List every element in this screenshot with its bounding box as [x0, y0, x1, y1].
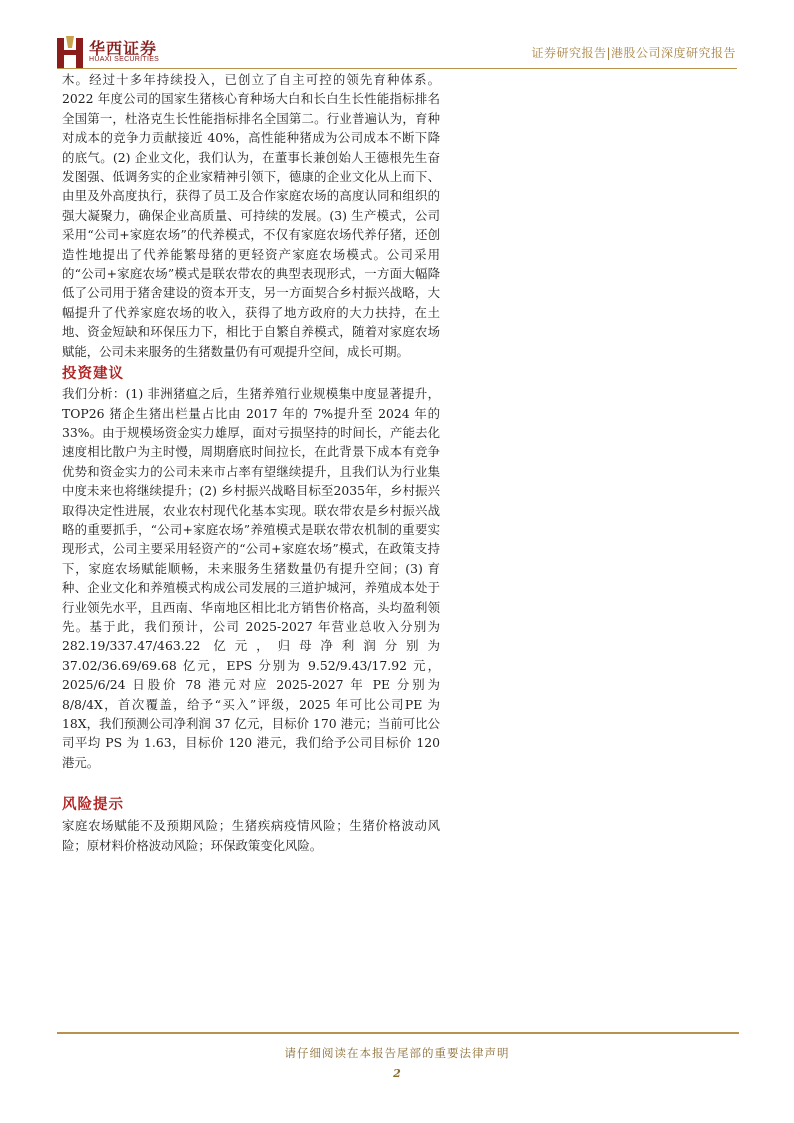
huaxi-logo-icon — [57, 36, 83, 68]
risk-warning-paragraph: 家庭农场赋能不及预期风险；生猪疾病疫情风险；生猪价格波动风险；原材料价格波动风险；环保政策变化风险。 — [62, 818, 440, 853]
investment-advice-heading: 投资建议 — [62, 366, 124, 383]
risk-warning-heading: 风险提示 — [62, 797, 124, 814]
report-type-label: 证券研究报告|港股公司深度研究报告 — [531, 46, 736, 60]
footer-divider — [57, 1032, 739, 1034]
intro-paragraph: 木。经过十多年持续投入，已创立了自主可控的领先育种体系。2022 年度公司的国家生猪核心育种场大白和长白生长性能指标排名全国第一，杜洛克生长性能指标排名全国第二。行业普遍认为，育种对成本的竞争力贡献接近 40%，高性能种猪成为公司成本不断下降的底气。(2) 企业文化，我们认为，在董事长兼创始人王德根先生奋发图强、低调务实的企业家精神引领下，德康的企业文化从上而下、由里及外高度执行，获得了员工及合作家庭农场的高度认同和组织的强大凝聚力，确保企业高质量、可持续的发展。(3) 生产模式，公司采用“公司+家庭农场”的代养模式，不仅有家庭农场代养仔猪，还创造性地提出了代养能繁母猪的更轻资产家庭农场模式。公司采用的“公司+家庭农场”模式是联农带农的典型表现形式，一方面大幅降低了公司用于猪舍建设的资本开支，另一方面契合乡村振兴战略，大幅提升了代养家庭农场的收入，获得了地方政府的大力扶持，在土地、资金短缺和环保压力下，相比于自繁自养模式，随着对家庭农场赋能，公司未来服务的生猪数量仍有可观提升空间，成长可期。 — [62, 72, 440, 359]
page-header — [0, 0, 794, 70]
page-number: 2 — [393, 1067, 401, 1080]
brand-name: 华西证券 — [89, 39, 158, 58]
legal-disclaimer: 请仔细阅读在本报告尾部的重要法律声明 — [284, 1046, 510, 1060]
brand-name-en: HUAXI SECURITIES — [89, 56, 160, 63]
header-divider — [57, 68, 737, 69]
main-content — [62, 70, 440, 855]
investment-advice-paragraph: 我们分析：(1) 非洲猪瘟之后，生猪养殖行业规模集中度显著提升，TOP26 猪企生猪出栏量占比由 2017 年的 7%提升至 2024 年的 33%。由于规模场资金实力雄厚，面对亏损坚持的时间长，产能去化速度相比散户为主时慢，周期磨底时间拉长，在此背景下成本有竞争优势和资金实力的公司未来市占率有望继续提升，且我们认为行业集中度未来也将继续提升；(2) 乡村振兴战略目标至2035年，乡村振兴取得决定性进展，农业农村现代化基本实现。联农带农是乡村振兴战略的重要抓手，“公司+家庭农场”养殖模式是联农带农机制的重要实现形式，公司主要采用轻资产的“公司+家庭农场”模式，在政策支持下，家庭农场赋能顺畅，未来服务生猪数量仍有提升空间；(3) 育种、企业文化和养殖模式构成公司发展的三道护城河，养殖成本处于行业领先水平，且西南、华南地区相比北方销售价格高，头均盈利领先。基于此，我们预计，公司 2025-2027 年营业总收入分别为 282.19/337.47/463.22 亿元，归母净利润分别为 37.02/36.69/69.68 亿元，EPS 分别为 9.52/9.43/17.92 元，2025/6/24 日股价 78 港元对应 2025-2027 年 PE 分别为 8/8/4X，首次覆盖，给予“买入”评级，2025 年可比公司PE 为 18X，我们预测公司净利润 37 亿元，目标价 170 港元；当前可比公司平均 PS 为 1.63，目标价 120 港元，我们给予公司目标价 120 港元。 — [62, 386, 440, 770]
